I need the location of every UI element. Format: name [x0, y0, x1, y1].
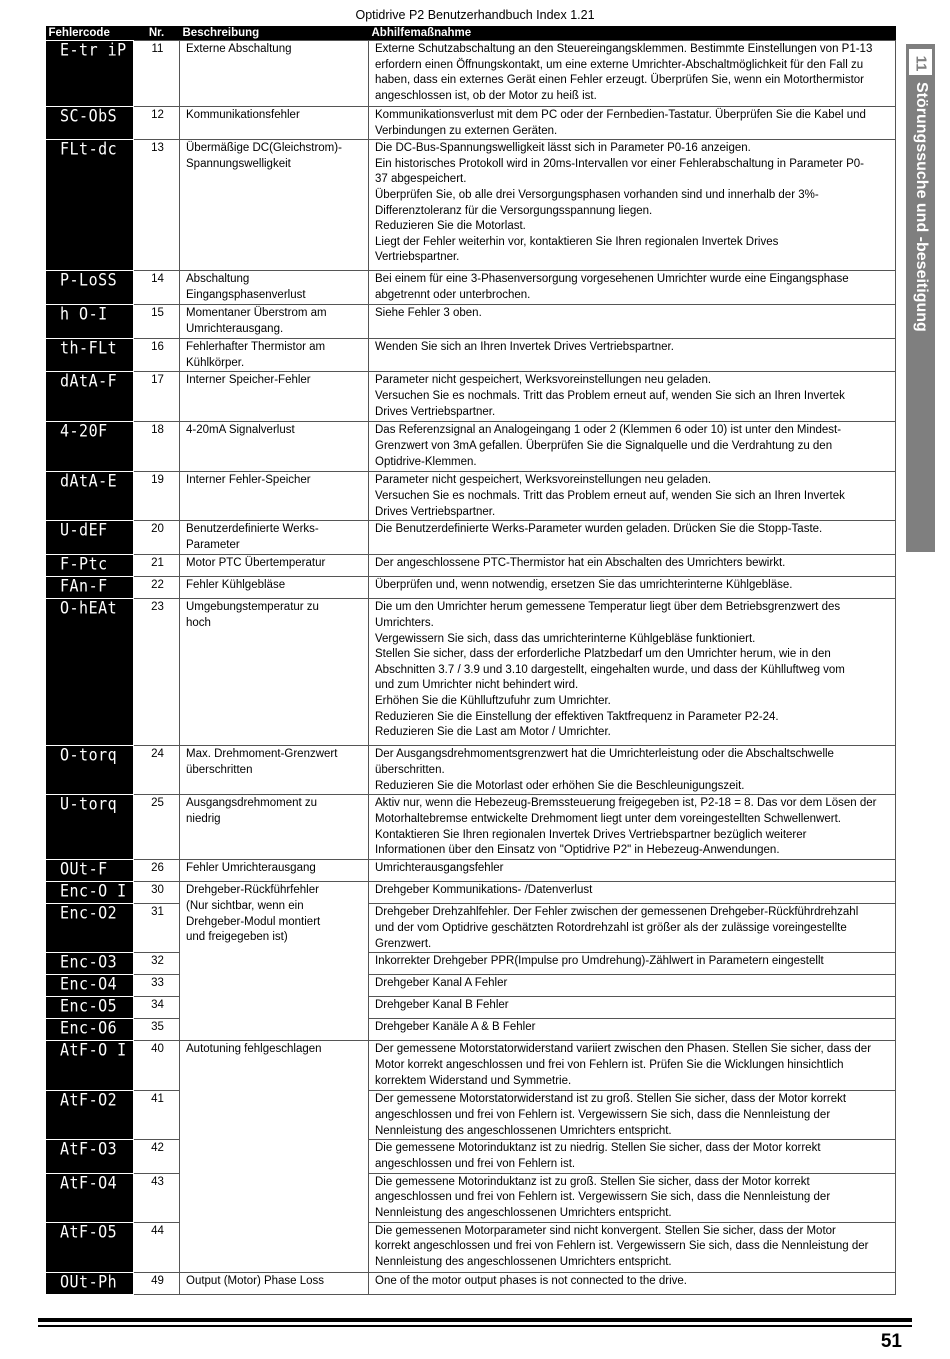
- fault-code-cell: [46, 271, 134, 305]
- fault-remedy-line: Umrichterausgangsfehler: [375, 862, 504, 875]
- table-row: [46, 997, 896, 1019]
- fault-remedy-line: Versuchen Sie es nochmals. Tritt das Problem erneut auf, wenden Sie sich an Ihren Invertek: [375, 389, 845, 402]
- fault-remedy: [369, 1041, 896, 1091]
- fault-code: Enc-O2: [60, 903, 118, 924]
- fault-remedy-line: Drives Vertriebspartner.: [375, 505, 496, 518]
- fault-remedy-line: Die um den Umrichter herum gemessene Temperatur liegt über dem Betriebsgrenzwert des: [375, 601, 841, 614]
- fault-description-line: Parameter: [186, 538, 240, 551]
- fault-remedy-line: Vertriebspartner.: [375, 251, 460, 264]
- fault-remedy: [369, 746, 896, 795]
- fault-code: O-hEAt: [60, 598, 118, 619]
- fault-code: Enc-O6: [60, 1018, 118, 1039]
- fault-number: 35: [134, 1019, 180, 1041]
- fault-code: 4-20F: [60, 421, 108, 442]
- fault-description: [180, 140, 369, 271]
- fault-remedy-line: Parameter nicht gespeichert, Werksvoreinstellungen neu geladen.: [375, 474, 712, 487]
- fault-code-cell: [46, 1091, 134, 1140]
- fault-remedy-line: Stellen Sie sicher, dass der erforderliche Platzbedarf um den Umrichter herum, wie in den: [375, 648, 831, 661]
- fault-remedy-line: angeschlossen und frei von Fehlern ist. Vergewissern Sie sich, dass die Nennleistung der: [375, 1108, 831, 1121]
- fault-remedy-line: Wenden Sie sich an Ihren Invertek Drives Vertriebspartner.: [375, 341, 674, 354]
- fault-remedy-line: Differenztoleranz für die Versorgungsspannung liegen.: [375, 204, 653, 217]
- fault-code: O-torq: [60, 745, 118, 766]
- table-row: [46, 577, 896, 599]
- table-row: [46, 107, 896, 140]
- fault-code: Enc-O3: [60, 952, 118, 973]
- fault-remedy-line: Bei einem für eine 3-Phasenversorgung vorgesehenen Umrichter wurde eine Eingangsphase: [375, 273, 849, 286]
- fault-remedy-line: Erhöhen Sie die Kühlluftzufuhr zum Umrichter.: [375, 694, 611, 707]
- fault-description: Externe Abschaltung: [180, 41, 369, 107]
- fault-code-cell: [46, 953, 134, 975]
- fault-description: [180, 339, 369, 372]
- table-row: [46, 795, 896, 860]
- fault-code-cell: [46, 1222, 134, 1272]
- table-row: [46, 41, 896, 107]
- fault-remedy-line: Reduzieren Sie die Einstellung der effektiven Taktfrequenz in Parameter P2-24.: [375, 710, 779, 723]
- encoder-group-description: [180, 882, 369, 1041]
- fault-remedy-line: Ein historisches Protokoll wird in 20ms-Intervallen vor einer Fehlerabschaltung in Parameter P0-: [375, 157, 864, 170]
- table-row: [46, 271, 896, 305]
- fault-code-cell: [46, 422, 134, 472]
- fault-remedy: [369, 472, 896, 521]
- fault-description-line: Übermäßige DC(Gleichstrom)-: [186, 142, 342, 155]
- fault-code: F-Ptc: [60, 554, 108, 575]
- fault-remedy: [369, 1091, 896, 1140]
- fault-description-line: überschritten: [186, 763, 253, 776]
- fault-code: Enc-O4: [60, 974, 118, 995]
- fault-number: 19: [134, 472, 180, 521]
- table-row: [46, 521, 896, 555]
- table-row: [46, 422, 896, 472]
- fault-remedy-line: Der Ausgangsdrehmomentsgrenzwert hat die Umrichterleistung oder die Abschaltschwelle: [375, 748, 834, 761]
- fault-remedy-line: Nennleistung des angeschlossenen Umrichters entspricht.: [375, 1124, 672, 1137]
- fault-number: 43: [134, 1173, 180, 1222]
- fault-remedy-line: Überprüfen und, wenn notwendig, ersetzen Sie das umrichterinterne Kühlgebläse.: [375, 579, 793, 592]
- fault-number: 25: [134, 795, 180, 860]
- fault-remedy-line: Vergewissern Sie sich, dass das umrichterinterne Kühlgebläse funktioniert.: [375, 632, 756, 645]
- chapter-number-box: [908, 48, 933, 76]
- fault-code: dAtA-F: [60, 371, 118, 392]
- fault-description-line: Abschaltung: [186, 273, 250, 286]
- column-header-code: Fehlercode: [46, 26, 134, 41]
- fault-remedy-line: Externe Schutzabschaltung an den Steuereingangsklemmen. Bestimmte Einstellungen von P1-13: [375, 43, 873, 55]
- fault-remedy-line: Kontaktieren Sie Ihren regionalen Invertek Drives Vertriebspartner bezüglich weiterer: [375, 828, 807, 841]
- table-row: [46, 1222, 896, 1272]
- table-row: [46, 305, 896, 339]
- fault-description-line: Umrichterausgang.: [186, 322, 284, 335]
- fault-remedy-line: angeschlossen und frei von Fehlern ist. Vergewissern Sie sich, dass die Nennleistung der: [375, 1191, 831, 1204]
- fault-remedy-line: Reduzieren Sie die Motorlast oder erhöhen Sie die Beschleunigungszeit.: [375, 779, 745, 792]
- chapter-title: Störungssuche und -beseitigung: [913, 82, 930, 332]
- encoder-group-description-line: Drehgeber-Rückführfehler: [186, 884, 319, 897]
- fault-number: 24: [134, 746, 180, 795]
- fault-remedy: [369, 521, 896, 555]
- fault-number: 32: [134, 953, 180, 975]
- fault-code-cell: [46, 1173, 134, 1222]
- fault-code: AtF-O4: [60, 1173, 118, 1193]
- fault-number: 23: [134, 599, 180, 746]
- table-header-row: [46, 26, 896, 41]
- fault-remedy-line: Die gemessenen Motorparameter sind nicht konvergent. Stellen Sie sicher, dass der Motor: [375, 1224, 836, 1237]
- fault-description-line: Spannungswelligkeit: [186, 157, 291, 170]
- fault-remedy-line: Reduzieren Sie die Last am Motor / Umrichter.: [375, 726, 611, 739]
- fault-remedy: [369, 107, 896, 140]
- table-row: [46, 372, 896, 422]
- fault-remedy: [369, 577, 896, 599]
- fault-description-line: Ausgangsdrehmoment zu: [186, 797, 318, 810]
- table-row: [46, 140, 896, 271]
- fault-remedy-line: Grenzwert von 3mA gefallen. Überprüfen Sie die Signalquelle und die Verdrahtung zu den: [375, 439, 833, 452]
- fault-description-line: niedrig: [186, 812, 221, 825]
- fault-remedy: [369, 882, 896, 904]
- fault-description-line: Eingangsphasenverlust: [186, 288, 306, 301]
- table-row: [46, 882, 896, 904]
- autotune-group-description: Autotuning fehlgeschlagen: [180, 1041, 369, 1272]
- column-header-remedy: Abhilfemaßnahme: [369, 26, 896, 41]
- encoder-group-description-line: Drehgeber-Modul montiert: [186, 915, 321, 928]
- column-header-nr: Nr.: [134, 26, 180, 41]
- fault-remedy: [369, 372, 896, 422]
- table-row: [46, 472, 896, 521]
- fault-remedy-line: Das Referenzsignal an Analogeingang 1 oder 2 (Klemmen 6 oder 10) ist unter den Mindest-: [375, 424, 842, 437]
- page-header: Optidrive P2 Benutzerhandbuch Index 1.21: [355, 8, 595, 22]
- fault-remedy-line: Drehgeber Kanäle A & B Fehler: [375, 1021, 536, 1034]
- fault-remedy-line: Die Benutzerdefinierte Werks-Parameter wurden geladen. Drücken Sie die Stopp-Taste.: [375, 523, 823, 536]
- fault-code: h O-I: [60, 304, 108, 325]
- fault-number: 11: [134, 41, 180, 107]
- fault-remedy-line: korrekt angeschlossen und frei von Fehlern ist. Vergewissern Sie sich, dass die Nennleistung der: [375, 1240, 869, 1253]
- fault-remedy-line: angeschlossen ist, ob der Motor zu heiß ist.: [375, 89, 597, 102]
- fault-description: 4-20mA Signalverlust: [180, 422, 369, 472]
- fault-code: P-LoSS: [60, 270, 118, 291]
- fault-remedy-line: Der gemessene Motorstatorwiderstand ist zu groß. Stellen Sie sicher, dass der Motor korrekt: [375, 1093, 847, 1106]
- fault-code-cell: [46, 882, 134, 904]
- fault-number: 26: [134, 860, 180, 882]
- fault-code: U-torq: [60, 794, 118, 815]
- fault-remedy-line: abgetrennt oder unterbrochen.: [375, 288, 531, 301]
- fault-code-cell: [46, 1272, 134, 1294]
- fault-remedy: [369, 1019, 896, 1041]
- fault-remedy-line: Grenzwert.: [375, 937, 432, 950]
- fault-description: [180, 599, 369, 746]
- fault-number: 18: [134, 422, 180, 472]
- fault-remedy-line: Informationen über den Einsatz von "Optidrive P2" in Hebezeug-Anwendungen.: [375, 844, 780, 857]
- fault-code: U-dEF: [60, 520, 108, 541]
- fault-remedy-line: Drehgeber Drehzahlfehler. Der Fehler zwischen der gemessenen Drehgeber-Rückführdrehzahl: [375, 906, 859, 919]
- fault-remedy-line: Reduzieren Sie die Motorlast.: [375, 220, 526, 233]
- fault-code-cell: [46, 107, 134, 140]
- fault-remedy-line: 37 abgespeichert.: [375, 173, 467, 186]
- fault-remedy: [369, 1272, 896, 1294]
- fault-code: AtF-O5: [60, 1222, 118, 1242]
- chapter-number: 11: [912, 55, 930, 72]
- fault-remedy-line: Versuchen Sie es nochmals. Tritt das Problem erneut auf, wenden Sie sich an Ihren Invertek: [375, 489, 845, 502]
- fault-remedy-line: Siehe Fehler 3 oben.: [375, 307, 482, 320]
- fault-remedy: [369, 1140, 896, 1173]
- fault-number: 12: [134, 107, 180, 140]
- fault-remedy-line: Liegt der Fehler weiterhin vor, kontaktieren Sie Ihren regionalen Invertek Drives: [375, 235, 779, 248]
- fault-number: 30: [134, 882, 180, 904]
- fault-description: Fehler Kühlgebläse: [180, 577, 369, 599]
- fault-description-line: Kühlkörper.: [186, 356, 245, 369]
- fault-remedy-line: Kommunikationsverlust mit dem PC oder der Fernbedien-Tastatur. Überprüfen Sie die Kabel und: [375, 109, 866, 121]
- fault-number: 22: [134, 577, 180, 599]
- fault-remedy: [369, 997, 896, 1019]
- fault-remedy-line: angeschlossen und frei von Fehlern ist.: [375, 1157, 576, 1170]
- fault-code: OUt-F: [60, 859, 108, 880]
- fault-description-line: Benutzerdefinierte Werks-: [186, 523, 319, 536]
- fault-remedy-line: Nennleistung des angeschlossenen Umrichters entspricht.: [375, 1206, 672, 1219]
- chapter-side-tab: [906, 44, 935, 552]
- footer-rule-thin: [38, 1325, 912, 1327]
- fault-description: [180, 795, 369, 860]
- fault-code-cell: [46, 1019, 134, 1041]
- table-row: [46, 860, 896, 882]
- fault-code-cell: [46, 577, 134, 599]
- fault-remedy: [369, 904, 896, 953]
- fault-code: dAtA-E: [60, 471, 118, 492]
- fault-remedy-line: Die DC-Bus-Spannungswelligkeit lässt sich in Parameter P0-16 anzeigen.: [375, 142, 751, 155]
- fault-remedy: [369, 271, 896, 305]
- fault-remedy-line: Nennleistung des angeschlossenen Umrichters entspricht.: [375, 1255, 672, 1268]
- fault-code-cell: [46, 472, 134, 521]
- fault-code-cell: [46, 305, 134, 339]
- table-row: [46, 1041, 896, 1091]
- fault-code: AtF-O3: [60, 1139, 118, 1160]
- fault-description: Motor PTC Übertemperatur: [180, 555, 369, 577]
- fault-remedy-line: Inkorrekter Drehgeber PPR(Impulse pro Umdrehung)-Zählwert in Parametern eingestellt: [375, 955, 824, 968]
- table-row: [46, 1140, 896, 1173]
- fault-remedy: [369, 41, 896, 107]
- fault-number: 49: [134, 1272, 180, 1294]
- fault-number: 33: [134, 975, 180, 997]
- footer-rule-thick: [38, 1318, 912, 1322]
- fault-description: Interner Speicher-Fehler: [180, 372, 369, 422]
- fault-number: 14: [134, 271, 180, 305]
- fault-remedy-line: Optidrive-Klemmen.: [375, 455, 477, 468]
- fault-remedy: [369, 1173, 896, 1222]
- table-row: [46, 904, 896, 953]
- table-row: [46, 1091, 896, 1140]
- fault-remedy-line: korrektem Widerstand und Symmetrie.: [375, 1074, 572, 1087]
- fault-remedy: [369, 599, 896, 746]
- fault-remedy-line: Umrichters.: [375, 616, 434, 629]
- fault-description-line: Max. Drehmoment-Grenzwert: [186, 748, 338, 761]
- fault-remedy-line: erfordern einen Öffnungskontakt, um eine externe Umrichter-Abschaltmöglichkeit für den Fall zu: [375, 58, 864, 71]
- table-row: [46, 975, 896, 997]
- fault-remedy-line: One of the motor output phases is not connected to the drive.: [375, 1274, 687, 1287]
- fault-remedy: [369, 975, 896, 997]
- fault-remedy: [369, 422, 896, 472]
- fault-code-cell: [46, 140, 134, 271]
- fault-remedy-line: Drives Vertriebspartner.: [375, 405, 496, 418]
- fault-remedy-line: Drehgeber Kanal A Fehler: [375, 977, 508, 990]
- fault-code-cell: [46, 1041, 134, 1091]
- fault-description: Kommunikationsfehler: [180, 107, 369, 140]
- fault-remedy: [369, 339, 896, 372]
- fault-remedy: [369, 140, 896, 271]
- fault-number: 15: [134, 305, 180, 339]
- fault-description-line: hoch: [186, 616, 211, 629]
- fault-code: AtF-O I: [60, 1040, 127, 1061]
- encoder-group-description-line: (Nur sichtbar, wenn ein: [186, 899, 304, 912]
- fault-description-line: Momentaner Überstrom am: [186, 307, 327, 320]
- fault-remedy-line: Motor korrekt angeschlossen und frei von Fehlern ist. Prüfen Sie die Wicklungen hinsichtlich: [375, 1058, 844, 1071]
- fault-remedy-line: Die gemessene Motorinduktanz ist zu groß. Stellen Sie sicher, dass der Motor korrekt: [375, 1175, 810, 1188]
- table-row: [46, 555, 896, 577]
- fault-description: Interner Fehler-Speicher: [180, 472, 369, 521]
- fault-remedy-line: Die gemessene Motorinduktanz ist zu niedrig. Stellen Sie sicher, dass der Motor korrekt: [375, 1142, 821, 1155]
- fault-description: Fehler Umrichterausgang: [180, 860, 369, 882]
- fault-code: th-FLt: [60, 338, 118, 359]
- fault-description-line: Fehlerhafter Thermistor am: [186, 341, 326, 354]
- fault-code-cell: [46, 372, 134, 422]
- table-row: [46, 953, 896, 975]
- fault-code-cell: [46, 904, 134, 953]
- fault-number: 20: [134, 521, 180, 555]
- fault-remedy: [369, 555, 896, 577]
- fault-number: 17: [134, 372, 180, 422]
- fault-code-cell: [46, 339, 134, 372]
- fault-number: 41: [134, 1091, 180, 1140]
- fault-number: 31: [134, 904, 180, 953]
- fault-number: 44: [134, 1222, 180, 1272]
- fault-code-cell: [46, 975, 134, 997]
- fault-description-line: Umgebungstemperatur zu: [186, 601, 319, 614]
- fault-remedy-line: haben, dass ein externes Gerät einen Fehler erzeugt. Überprüfen Sie, wenn ein Motorthermistor: [375, 74, 865, 87]
- fault-remedy-line: Aktiv nur, wenn die Hebezeug-Bremssteuerung freigegeben ist, P2-18 = 8. Das vor dem Lösen der: [375, 797, 877, 810]
- fault-remedy-line: überschritten.: [375, 763, 445, 776]
- fault-remedy: [369, 953, 896, 975]
- fault-code: FAn-F: [60, 576, 108, 597]
- table-row: [46, 339, 896, 372]
- page-number: 51: [880, 1331, 902, 1352]
- fault-code: AtF-O2: [60, 1090, 118, 1111]
- fault-number: 42: [134, 1140, 180, 1173]
- fault-code-cell: [46, 1140, 134, 1173]
- fault-code-cell: [46, 599, 134, 746]
- fault-remedy-line: Der angeschlossene PTC-Thermistor hat ein Abschalten des Umrichters bewirkt.: [375, 557, 786, 570]
- fault-code-cell: [46, 997, 134, 1019]
- fault-code-cell: [46, 521, 134, 555]
- fault-description: [180, 746, 369, 795]
- table-row: [46, 1173, 896, 1222]
- fault-code: Enc-O I: [60, 881, 127, 902]
- table-row: [46, 746, 896, 795]
- table-row: [46, 1272, 896, 1294]
- fault-code: OUt-Ph: [60, 1272, 118, 1292]
- fault-remedy: [369, 1222, 896, 1272]
- fault-code: SC-ObS: [60, 106, 118, 126]
- fault-description: [180, 305, 369, 339]
- fault-remedy-line: Überprüfen Sie, ob alle drei Versorgungsphasen vorhanden sind und innerhalb der 3%-: [375, 188, 819, 201]
- fault-remedy: [369, 305, 896, 339]
- fault-number: 16: [134, 339, 180, 372]
- fault-code: FLt-dc: [60, 139, 118, 160]
- table-row: [46, 599, 896, 746]
- fault-code-cell: [46, 555, 134, 577]
- fault-remedy: [369, 795, 896, 860]
- fault-code-cell: [46, 41, 134, 107]
- fault-remedy-line: Drehgeber Kommunikations- /Datenverlust: [375, 884, 593, 897]
- fault-number: 13: [134, 140, 180, 271]
- fault-remedy-line: und der vom Optidrive geschätzten Rotordrehzahl ist größer als der zulässige voreingestellte: [375, 921, 847, 934]
- fault-description: Output (Motor) Phase Loss: [180, 1272, 369, 1294]
- fault-remedy-line: und zum Umrichter nicht behindert wird.: [375, 679, 579, 692]
- fault-remedy-line: Parameter nicht gespeichert, Werksvoreinstellungen neu geladen.: [375, 374, 712, 387]
- fault-number: 40: [134, 1041, 180, 1091]
- fault-code-cell: [46, 860, 134, 882]
- fault-remedy-line: Verbindungen zu externen Geräten.: [375, 124, 558, 137]
- fault-description: [180, 271, 369, 305]
- fault-number: 34: [134, 997, 180, 1019]
- fault-remedy-line: Motorhaltebremse entwickelte Drehmoment liegt unter dem voreingestellten Schwellenwert.: [375, 812, 841, 825]
- fault-code-cell: [46, 746, 134, 795]
- fault-code: Enc-O5: [60, 996, 118, 1017]
- fault-description: [180, 521, 369, 555]
- fault-code-cell: [46, 795, 134, 860]
- fault-remedy-line: Der gemessene Motorstatorwiderstand variiert zwischen den Phasen. Stellen Sie sicher, dass der: [375, 1043, 872, 1056]
- fault-remedy-line: Abschnitten 3.7 / 3.9 und 3.10 dargestellt, eingehalten wurde, und dass der Kühlluftweg vom: [375, 663, 845, 676]
- fault-remedy-line: Drehgeber Kanal B Fehler: [375, 999, 509, 1012]
- error-code-table: [45, 26, 896, 1295]
- fault-number: 21: [134, 555, 180, 577]
- column-header-description: Beschreibung: [180, 26, 369, 41]
- fault-code: E-tr iP: [60, 40, 127, 60]
- encoder-group-description-line: und freigegeben ist): [186, 931, 288, 944]
- table-row: [46, 1019, 896, 1041]
- fault-remedy: [369, 860, 896, 882]
